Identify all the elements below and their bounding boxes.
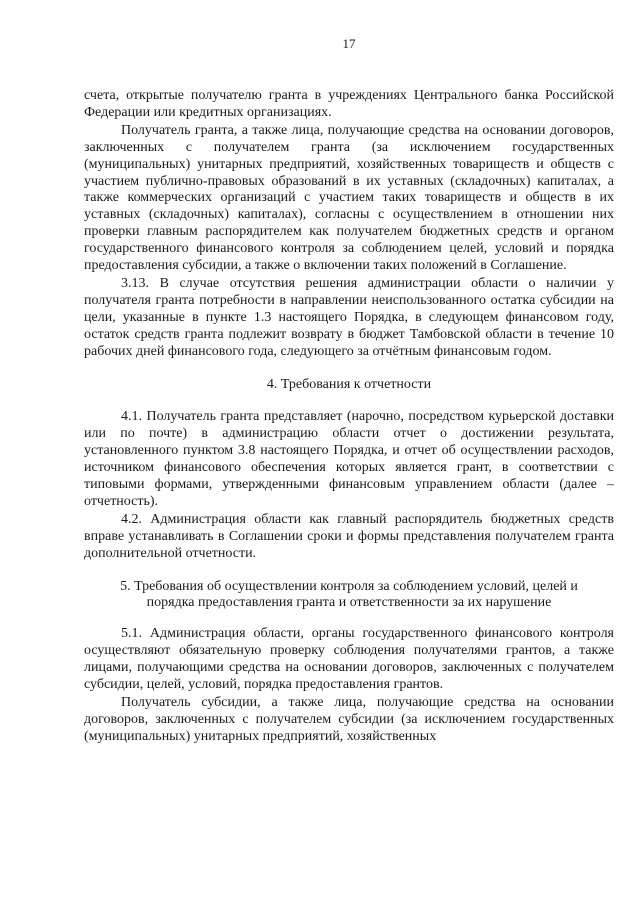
paragraph-accounts: счета, открытые получателю гранта в учреждениях Центрального банка Российской Федерации или кредитных организациях.	[84, 88, 614, 120]
section-5-heading-line-2: порядка предоставления гранта и ответственности за их нарушение	[146, 595, 552, 611]
paragraph-subsidy-recipient: Получатель субсидии, а также лица, получающие средства на основании договоров, заключенных с получателем субсидии (за исключением государственных (муниципальных) унитарных предприятий, хозяйственных	[84, 695, 614, 744]
paragraph-4-2: 4.2. Администрация области как главный распорядитель бюджетных средств вправе устанавливать в Соглашении сроки и формы представления получателем гранта дополнительной отчетности.	[84, 511, 614, 561]
paragraph-5-1: 5.1. Администрация области, органы государственного финансового контроля осуществляют обязательную проверку соблюдения получателями грантов, а также лицами, получающими средства на основании договоров, заключенных с получателем субсидии, целей, условий, порядка предоставления грантов.	[84, 626, 614, 693]
paragraph-grant-recipient-consent: Получатель гранта, а также лица, получающие средства на основании договоров, заключенных с получателем гранта (за исключением государственных (муниципальных) унитарных предприятий, хозяйственных товариществ и обществ с участием публично-правовых образований в их уставных (складочных) капиталах, а также коммерческих организаций с участием таких товариществ и обществ в их уставных (складочных) капиталах), согласны с осуществлением в отношении них проверки главным распорядителем как получателем бюджетных средств и органом государственного финансового контроля за соблюдением целей, условий и порядка предоставления субсидии, а также о включении таких положений в Соглашение.	[84, 122, 614, 274]
paragraph-4-1: 4.1. Получатель гранта представляет (нарочно, посредством курьерской доставки или по почте) в администрацию области отчет о достижении результата, установленного пунктом 3.8 настоящего Порядка, и отчет об осуществлении расходов, источником финансового обеспечения которых является грант, в соответствии с типовыми формами, утвержденными финансовым управлением области (далее – отчетность).	[84, 409, 614, 509]
page-number: 17	[342, 36, 356, 51]
section-5-heading	[84, 579, 614, 613]
section-4-heading: 4. Требования к отчетности	[266, 376, 432, 392]
paragraph-3-13: 3.13. В случае отсутствия решения администрации области о наличии у получателя гранта потребности в направлении неиспользованного остатка субсидии на цели, указанные в пункте 1.3 настоящего Порядка, в следующем финансовом году, остаток средств гранта подлежит возврату в бюджет Тамбовской области в течение 10 рабочих дней финансового года, следующего за отчётным финансовым годом.	[84, 275, 614, 359]
section-5-heading-line-1: 5. Требования об осуществлении контроля за соблюдением условий, целей и	[120, 578, 578, 594]
